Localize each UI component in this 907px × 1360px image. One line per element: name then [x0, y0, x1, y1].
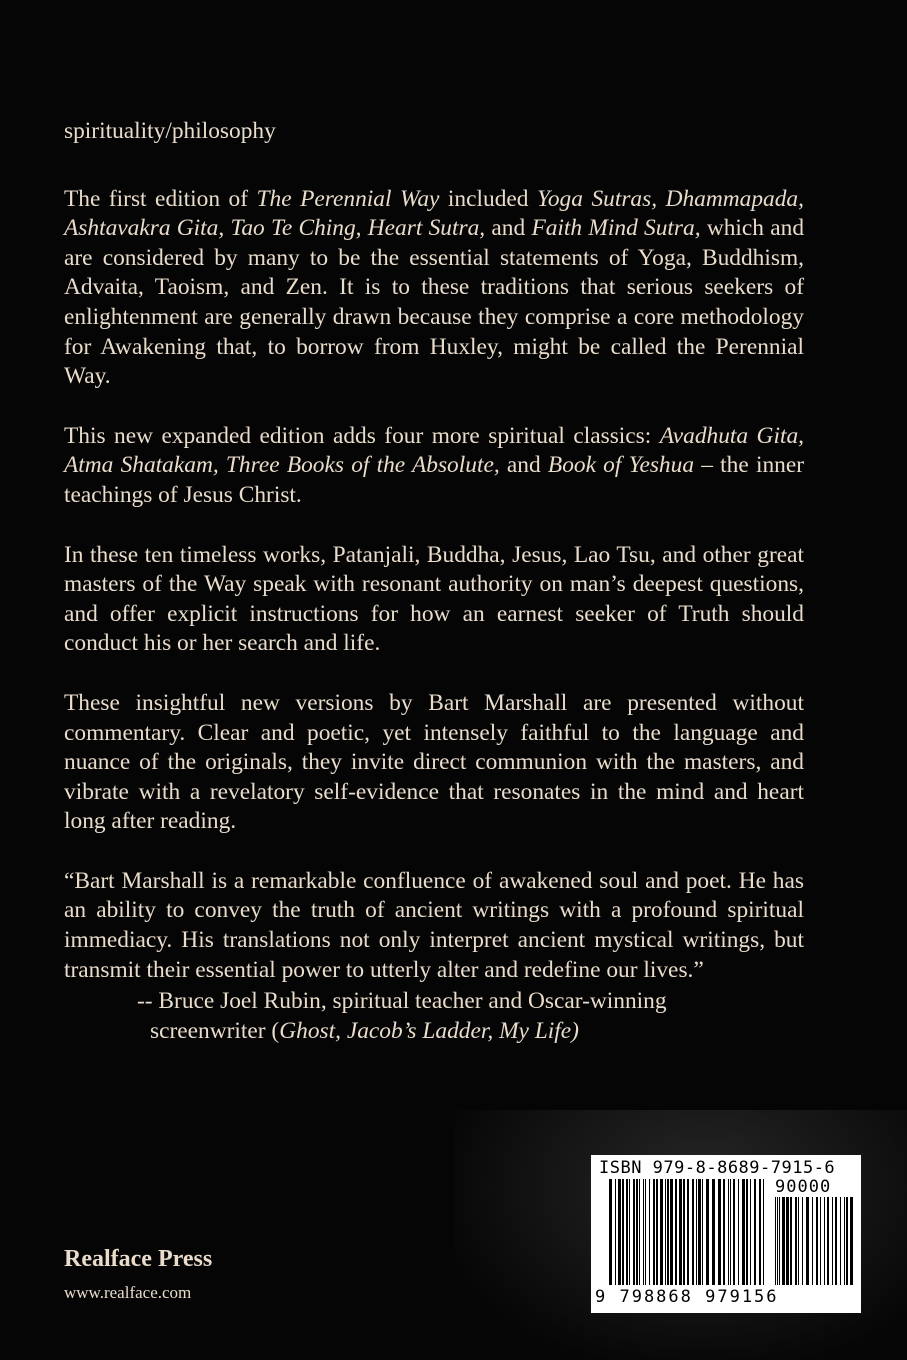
publisher-website: www.realface.com — [64, 1283, 192, 1302]
barcode-bar — [692, 1179, 694, 1285]
barcode-bar — [844, 1197, 845, 1285]
barcode-bar — [730, 1179, 731, 1285]
barcode-bar — [777, 1197, 778, 1285]
barcode-bar — [645, 1179, 646, 1285]
barcode-bar — [653, 1179, 655, 1285]
barcode-bar — [782, 1197, 785, 1285]
barcode-bar — [775, 1197, 776, 1285]
barcode-bar — [786, 1197, 789, 1285]
barcode-bar — [812, 1197, 813, 1285]
barcode-bar — [622, 1179, 624, 1285]
barcode-bar — [656, 1179, 658, 1285]
barcode-bar — [698, 1179, 701, 1285]
barcode-bar — [609, 1179, 612, 1285]
barcode-bar — [665, 1179, 666, 1285]
barcode-bar — [687, 1179, 689, 1285]
barcode-bar — [643, 1179, 644, 1285]
barcode-bar — [742, 1179, 745, 1285]
price-code: 90000 — [775, 1177, 832, 1197]
barcode-bar — [670, 1179, 673, 1285]
barcode-bar — [636, 1179, 638, 1285]
barcode-bar — [754, 1179, 756, 1285]
paragraph-new-versions: These insightful new versions by Bart Marshall are presented without commentary. Clear and poetic, yet intensely faithful to the language and nuance of the originals, they invite direct communion with the masters, and vibrate with a revelatory self-evidence that resonates in the mind and heart long after reading. — [64, 689, 804, 835]
barcode-bar — [618, 1179, 621, 1285]
barcode-bar — [633, 1179, 635, 1285]
barcode-bar — [827, 1197, 829, 1285]
back-cover-text — [64, 117, 804, 1046]
barcode-bar — [820, 1197, 821, 1285]
barcode-bar — [850, 1197, 853, 1285]
barcode-bar — [824, 1197, 825, 1285]
barcode-bar — [615, 1179, 616, 1285]
isbn-barcode — [591, 1155, 861, 1313]
barcode-bar — [763, 1179, 764, 1285]
paragraph-expanded-edition: This new expanded edition adds four more spiritual classics: Avadhuta Gita, Atma Shatakam, Three Books of the Absolute, and Book of Yeshua – the inner teachings of Jesus Christ. — [64, 422, 805, 508]
barcode-bar — [806, 1197, 809, 1285]
barcode-bar — [683, 1179, 685, 1285]
barcode-bar — [629, 1179, 630, 1285]
barcode-bar — [660, 1179, 663, 1285]
paragraph-first-edition: The first edition of The Perennial Way included Yoga Sutras, Dhammapada, Ashtavakra Gita, Tao Te Ching, Heart Sutra, and Faith Mind Sutra, which and are considered by many to be the essential statements of Yoga, Buddhism, Advaita, Taoism, and Zen. It is to these traditions that serious seekers of enlightenment are generally drawn because they comprise a core methodology for Awakening that, to borrow from Huxley, might be called the Perennial Way. — [64, 185, 805, 390]
barcode-bar — [733, 1179, 735, 1285]
barcode-bar — [712, 1179, 715, 1285]
barcode-bar — [706, 1179, 709, 1285]
barcode-bar — [798, 1197, 799, 1285]
barcode-bar — [846, 1197, 848, 1285]
barcode-bar — [795, 1197, 797, 1285]
barcode-bar — [667, 1179, 669, 1285]
barcode-bar — [649, 1179, 650, 1285]
barcode-bar — [802, 1197, 803, 1285]
barcode-bar — [759, 1179, 761, 1285]
barcode-bar — [702, 1179, 703, 1285]
quote-attribution: -- Bruce Joel Rubin, spiritual teacher and Oscar-winning screenwriter (Ghost, Jacob’s Ladder, My Life) — [137, 988, 667, 1044]
barcode-bar — [679, 1179, 682, 1285]
isbn-text: ISBN 979-8-8689-7915-6 — [599, 1158, 836, 1178]
barcode-bar — [718, 1179, 721, 1285]
publisher-name: Realface Press — [64, 1246, 213, 1272]
barcode-bar — [728, 1179, 729, 1285]
barcode-bar — [779, 1197, 780, 1285]
barcode-bar — [626, 1179, 628, 1285]
paragraph-timeless-works: In these ten timeless works, Patanjali, Buddha, Jesus, Lao Tsu, and other great masters of the Way speak with resonant authority on man’s deepest questions, and offer explicit instructions for how an earnest seeker of Truth should conduct his or her search and life. — [64, 541, 804, 657]
barcode-bar — [746, 1179, 748, 1285]
barcode-bar — [723, 1179, 725, 1285]
barcode-bar — [840, 1197, 841, 1285]
barcode-bar — [696, 1179, 697, 1285]
barcode-digits: 9 798868 979156 — [595, 1287, 779, 1307]
barcode-bar — [738, 1179, 739, 1285]
barcode-bar — [639, 1179, 640, 1285]
barcode-bar — [750, 1179, 751, 1285]
category-label: spirituality/philosophy — [64, 118, 276, 144]
barcode-bar — [675, 1179, 677, 1285]
barcode-bar — [790, 1197, 792, 1285]
barcode-bar — [816, 1197, 818, 1285]
barcode-bar — [835, 1197, 837, 1285]
barcode-bar — [832, 1197, 833, 1285]
endorsement-quote: “Bart Marshall is a remarkable confluence of awakened soul and poet. He has an ability to convey the truth of ancient writings with a profound spiritual immediacy. His translations not only interpret ancient mystical writings, but transmit their essential power to utterly alter and redefine our lives.” — [64, 867, 804, 983]
